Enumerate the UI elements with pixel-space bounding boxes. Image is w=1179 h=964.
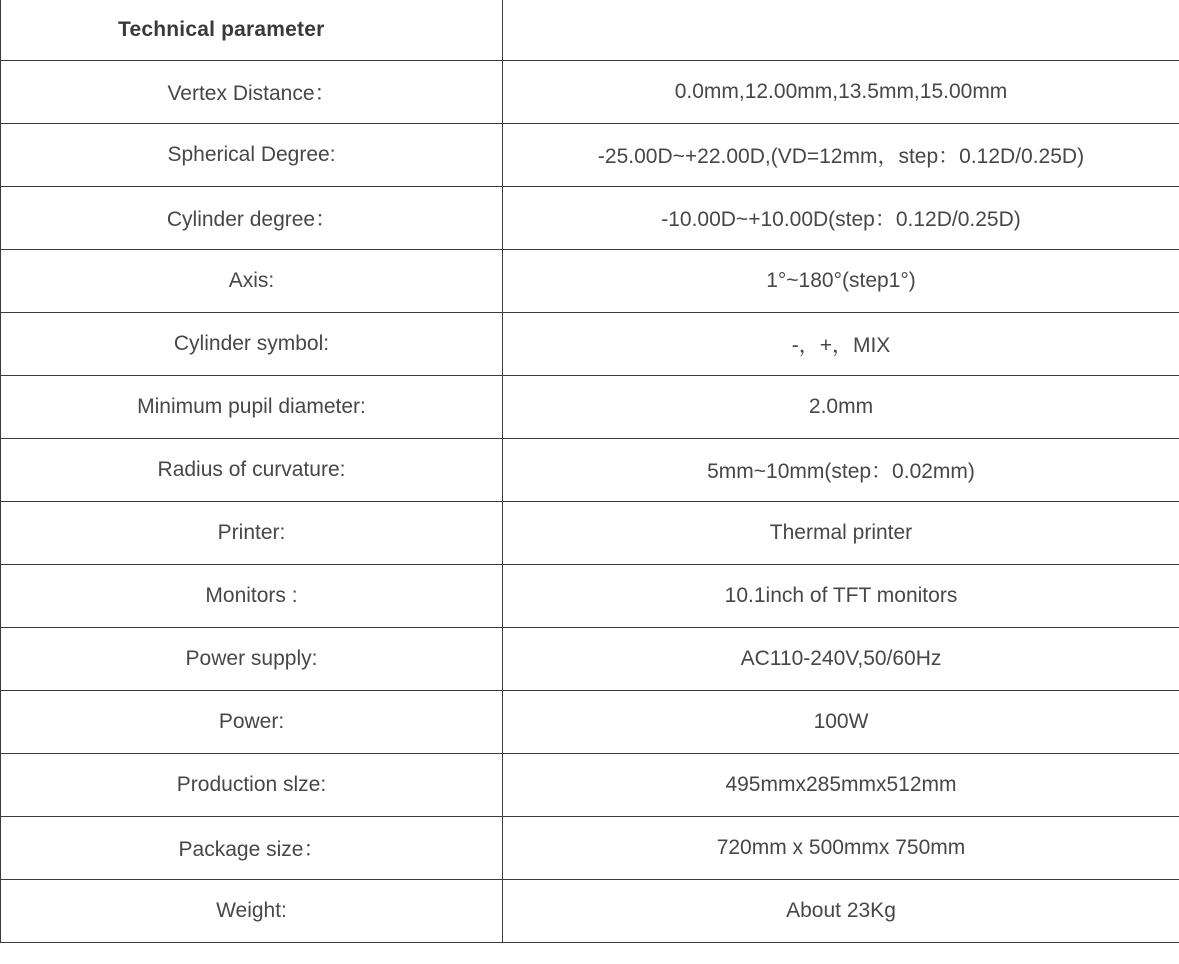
- table-row: [1, 250, 1179, 313]
- row-value: Thermal printer: [503, 502, 1179, 565]
- table-row: [1, 61, 1179, 124]
- row-value: -10.00D~+10.00D(step：0.12D/0.25D): [503, 187, 1179, 250]
- row-label: Minimum pupil diameter:: [1, 376, 503, 439]
- table-row: [1, 880, 1179, 943]
- row-value: -25.00D~+22.00D,(VD=12mm，step：0.12D/0.25D): [503, 124, 1179, 187]
- row-label: Production slze:: [1, 754, 503, 817]
- row-value: -，+，MIX: [503, 313, 1179, 376]
- table-row: [1, 313, 1179, 376]
- row-value: 2.0mm: [503, 376, 1179, 439]
- table-row: [1, 376, 1179, 439]
- row-label: Cylinder degree：: [1, 187, 503, 250]
- table-row: [1, 817, 1179, 880]
- table-row: [1, 439, 1179, 502]
- header-value-cell: [503, 0, 1179, 61]
- table-row: [1, 754, 1179, 817]
- row-value: 495mmx285mmx512mm: [503, 754, 1179, 817]
- row-value: 1°~180°(step1°): [503, 250, 1179, 313]
- table-row: [1, 187, 1179, 250]
- row-label: Cylinder symbol:: [1, 313, 503, 376]
- row-value: 0.0mm,12.00mm,13.5mm,15.00mm: [503, 61, 1179, 124]
- row-value: About 23Kg: [503, 880, 1179, 943]
- row-label: Power supply:: [1, 628, 503, 691]
- row-label: Printer:: [1, 502, 503, 565]
- row-value: 100W: [503, 691, 1179, 754]
- table-header-row: [1, 0, 1179, 61]
- table-title: Technical parameter: [118, 17, 325, 41]
- row-label: Spherical Degree:: [1, 124, 503, 187]
- row-value: AC110-240V,50/60Hz: [503, 628, 1179, 691]
- row-label: Weight:: [1, 880, 503, 943]
- row-label: Radius of curvature:: [1, 439, 503, 502]
- row-value: 10.1inch of TFT monitors: [503, 565, 1179, 628]
- table-row: [1, 502, 1179, 565]
- row-label: Power:: [1, 691, 503, 754]
- row-label: Axis:: [1, 250, 503, 313]
- table-row: [1, 691, 1179, 754]
- row-label: Package size：: [1, 817, 503, 880]
- header-title-cell: [1, 0, 503, 61]
- table-row: [1, 124, 1179, 187]
- row-value: 720mm x 500mmx 750mm: [503, 817, 1179, 880]
- table-row: [1, 565, 1179, 628]
- row-label: Monitors :: [1, 565, 503, 628]
- row-label: Vertex Distance：: [1, 61, 503, 124]
- row-value: 5mm~10mm(step：0.02mm): [503, 439, 1179, 502]
- table-row: [1, 628, 1179, 691]
